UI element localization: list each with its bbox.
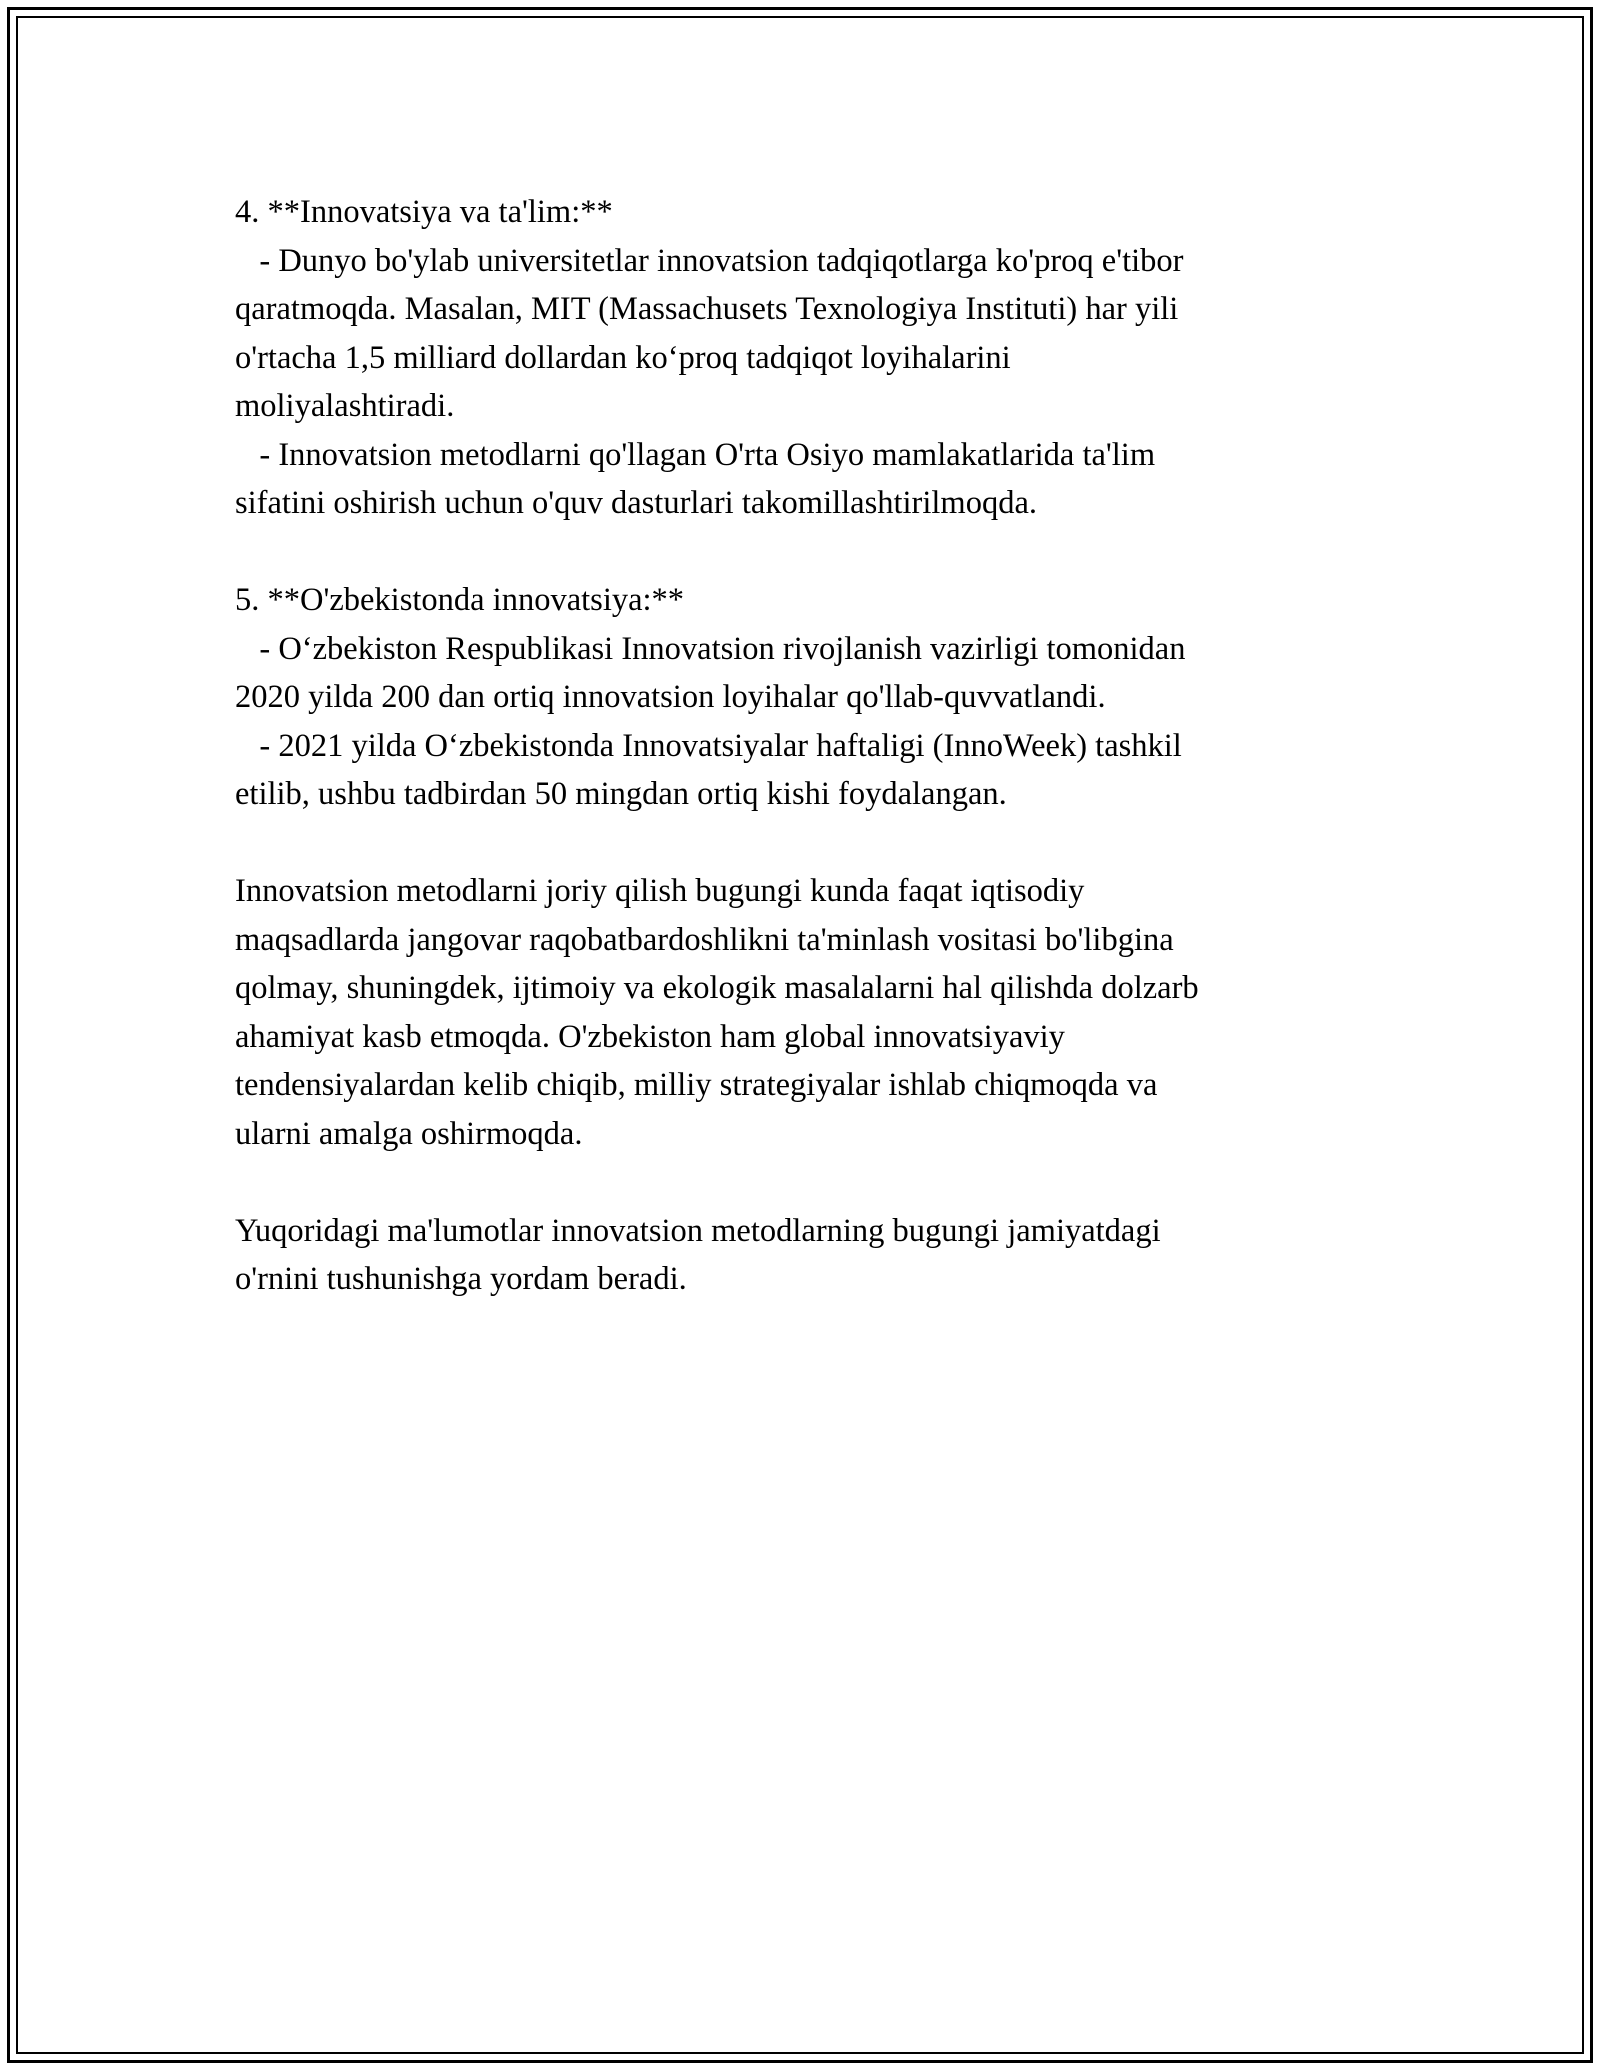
- text-line: o'rnini tushunishga yordam beradi.: [235, 1261, 687, 1297]
- text-line: etilib, ushbu tadbirdan 50 mingdan ortiq kishi foydalangan.: [235, 776, 1007, 812]
- document-body: [235, 188, 1365, 1304]
- paragraph-spacer: [235, 1158, 1365, 1207]
- text-line: - O‘zbekiston Respublikasi Innovatsion rivojlanish vazirligi tomonidan: [235, 630, 1186, 667]
- text-line: sifatini oshirish uchun o'quv dasturlari takomillashtirilmoqda.: [235, 485, 1037, 521]
- bullet-item: [235, 722, 1365, 819]
- bullet-item: [235, 237, 1365, 431]
- text-line: moliyalashtiradi.: [235, 388, 455, 424]
- bullet-item: [235, 625, 1365, 722]
- paragraph: [235, 1207, 1365, 1304]
- text-line: tendensiyalardan kelib chiqib, milliy strategiyalar ishlab chiqmoqda va: [235, 1067, 1158, 1103]
- text-line: Innovatsion metodlarni joriy qilish bugungi kunda faqat iqtisodiy: [235, 873, 1085, 909]
- section-heading: 5. **O'zbekistonda innovatsiya:**: [235, 582, 685, 618]
- section-4: [235, 188, 1365, 528]
- text-line: - Dunyo bo'ylab universitetlar innovatsion tadqiqotlarga ko'proq e'tibor: [235, 242, 1184, 279]
- paragraph-spacer: [235, 528, 1365, 577]
- section-heading: 4. **Innovatsiya va ta'lim:**: [235, 194, 613, 230]
- text-line: o'rtacha 1,5 milliard dollardan ko‘proq tadqiqot loyihalarini: [235, 339, 1011, 376]
- text-line: - Innovatsion metodlarni qo'llagan O'rta Osiyo mamlakatlarida ta'lim: [235, 436, 1156, 473]
- text-line: qolmay, shuningdek, ijtimoiy va ekologik masalalarni hal qilishda dolzarb: [235, 970, 1199, 1006]
- text-line: maqsadlarda jangovar raqobatbardoshlikni ta'minlash vositasi bo'libgina: [235, 921, 1174, 958]
- text-line: ahamiyat kasb etmoqda. O'zbekiston ham global innovatsiyaviy: [235, 1018, 1065, 1055]
- paragraph: [235, 867, 1365, 1158]
- text-line: - 2021 yilda O‘zbekistonda Innovatsiyalar haftaligi (InnoWeek) tashkil: [235, 727, 1182, 764]
- section-5: [235, 576, 1365, 819]
- bullet-item: [235, 431, 1365, 528]
- text-line: 2020 yilda 200 dan ortiq innovatsion loyihalar qo'llab-quvvatlandi.: [235, 679, 1106, 715]
- text-line: qaratmoqda. Masalan, MIT (Massachusets Texnologiya Instituti) har yili: [235, 291, 1179, 327]
- paragraph-spacer: [235, 819, 1365, 868]
- text-line: ularni amalga oshirmoqda.: [235, 1115, 583, 1152]
- text-line: Yuqoridagi ma'lumotlar innovatsion metodlarning bugungi jamiyatdagi: [235, 1212, 1161, 1249]
